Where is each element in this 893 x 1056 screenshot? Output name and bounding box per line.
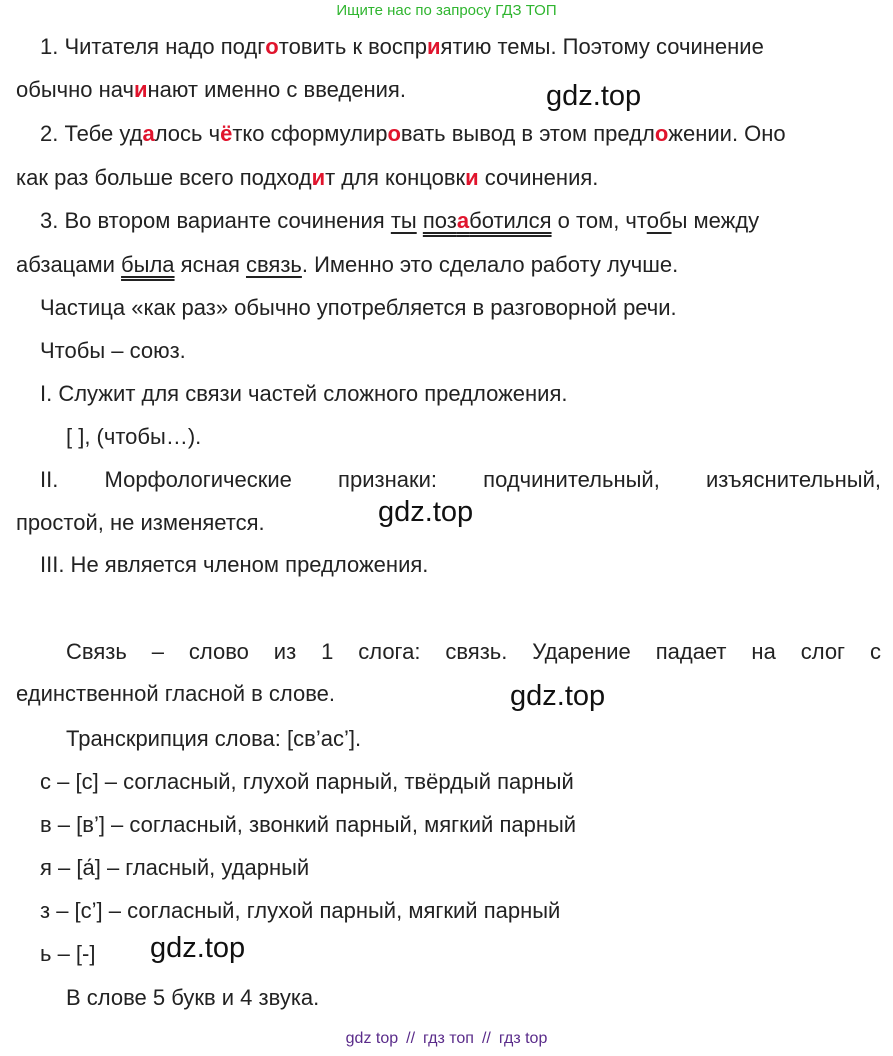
text: лось ч: [154, 121, 221, 146]
footer-separator: //: [481, 1030, 491, 1047]
item2-line1: [40, 112, 893, 155]
text: 1. Читателя надо подг: [40, 34, 266, 59]
text: вать вывод в этом предл: [400, 121, 655, 146]
text: как раз больше всего подход: [16, 165, 312, 190]
text: ы между: [671, 208, 760, 233]
summary: В слове 5 букв и 4 звука.: [66, 985, 320, 1010]
footer-links: [0, 1030, 893, 1048]
highlight-letter: о: [654, 121, 669, 146]
text: 3. Во втором варианте сочинения: [40, 208, 391, 233]
footer-link[interactable]: гдз топ: [423, 1030, 474, 1047]
particle-note: Частица «как раз» обычно употребляется в разговорной речи.: [40, 295, 677, 320]
text: 2. Тебе уд: [40, 121, 143, 146]
item3-line1: [40, 199, 893, 242]
highlight-letter: и: [427, 34, 441, 59]
sentence-scheme: [ ], (чтобы…).: [66, 424, 202, 449]
watermark: gdz.top: [510, 680, 606, 712]
text: сочинения.: [478, 165, 599, 190]
item2-line2: [16, 156, 893, 199]
point-3: III. Не является членом предложения.: [40, 552, 429, 577]
item1-line2: [16, 68, 893, 111]
text: о том, чт: [551, 208, 647, 233]
text: поз: [422, 208, 457, 233]
item1-line1: [40, 25, 893, 68]
text: ятию темы. Поэтому сочинение: [440, 34, 764, 59]
point-1: I. Служит для связи частей сложного предложения.: [40, 381, 568, 406]
phonetic-line2: единственной гласной в слове.: [16, 681, 336, 706]
subject-underlined: связь: [245, 252, 302, 277]
transcription: Транскрипция слова: [св’ас’].: [66, 726, 362, 751]
text: обычно нач: [16, 77, 134, 102]
watermark: gdz.top: [546, 80, 642, 112]
watermark: gdz.top: [150, 932, 246, 964]
letter-row: с – [с] – согласный, глухой парный, твёрдый парный: [40, 769, 574, 794]
letter-row: я – [а́] – гласный, ударный: [40, 855, 310, 880]
text: тко сформулир: [232, 121, 388, 146]
footer-separator: //: [406, 1030, 416, 1047]
top-banner: Ищите нас по запросу ГДЗ ТОП: [336, 2, 557, 19]
text: ботился: [469, 208, 552, 233]
highlight-letter: о: [387, 121, 401, 146]
point-2-line2: простой, не изменяется.: [16, 510, 265, 535]
item3-line2: [16, 243, 893, 286]
highlight-letter: а: [142, 121, 155, 146]
letter-row: з – [с’] – согласный, глухой парный, мягкий парный: [40, 898, 561, 923]
underlined-fragment: об: [646, 208, 672, 233]
text: абзацами: [16, 252, 122, 277]
predicate-underlined: была: [121, 252, 175, 277]
footer-link[interactable]: gdz top: [345, 1030, 399, 1047]
highlight-letter: а: [456, 208, 470, 233]
text: . Именно это сделало работу лучше.: [301, 252, 679, 277]
phonetic-line1: Связь – слово из 1 слога: связь. Ударение падает на слог с: [66, 639, 881, 664]
highlight-letter: и: [465, 165, 479, 190]
highlight-letter: и: [311, 165, 326, 190]
subject-underlined: ты: [390, 208, 417, 233]
point-2-line1: II. Морфологические признаки: подчинительный, изъяснительный,: [40, 467, 881, 492]
footer-link[interactable]: гдз top: [498, 1030, 548, 1047]
text: т для концовк: [325, 165, 466, 190]
highlight-letter: о: [265, 34, 279, 59]
highlight-letter: ё: [220, 121, 233, 146]
letter-row: ь – [-]: [40, 941, 96, 966]
watermark: gdz.top: [378, 496, 474, 528]
text: товить к воспр: [278, 34, 428, 59]
text: нают именно с введения.: [147, 77, 406, 102]
letter-row: в – [в’] – согласный, звонкий парный, мягкий парный: [40, 812, 577, 837]
text: жении. Оно: [668, 121, 786, 146]
conjunction-title: Чтобы – союз.: [40, 338, 186, 363]
highlight-letter: и: [133, 77, 148, 102]
text: ясная: [174, 252, 246, 277]
predicate-underlined: [423, 208, 552, 233]
